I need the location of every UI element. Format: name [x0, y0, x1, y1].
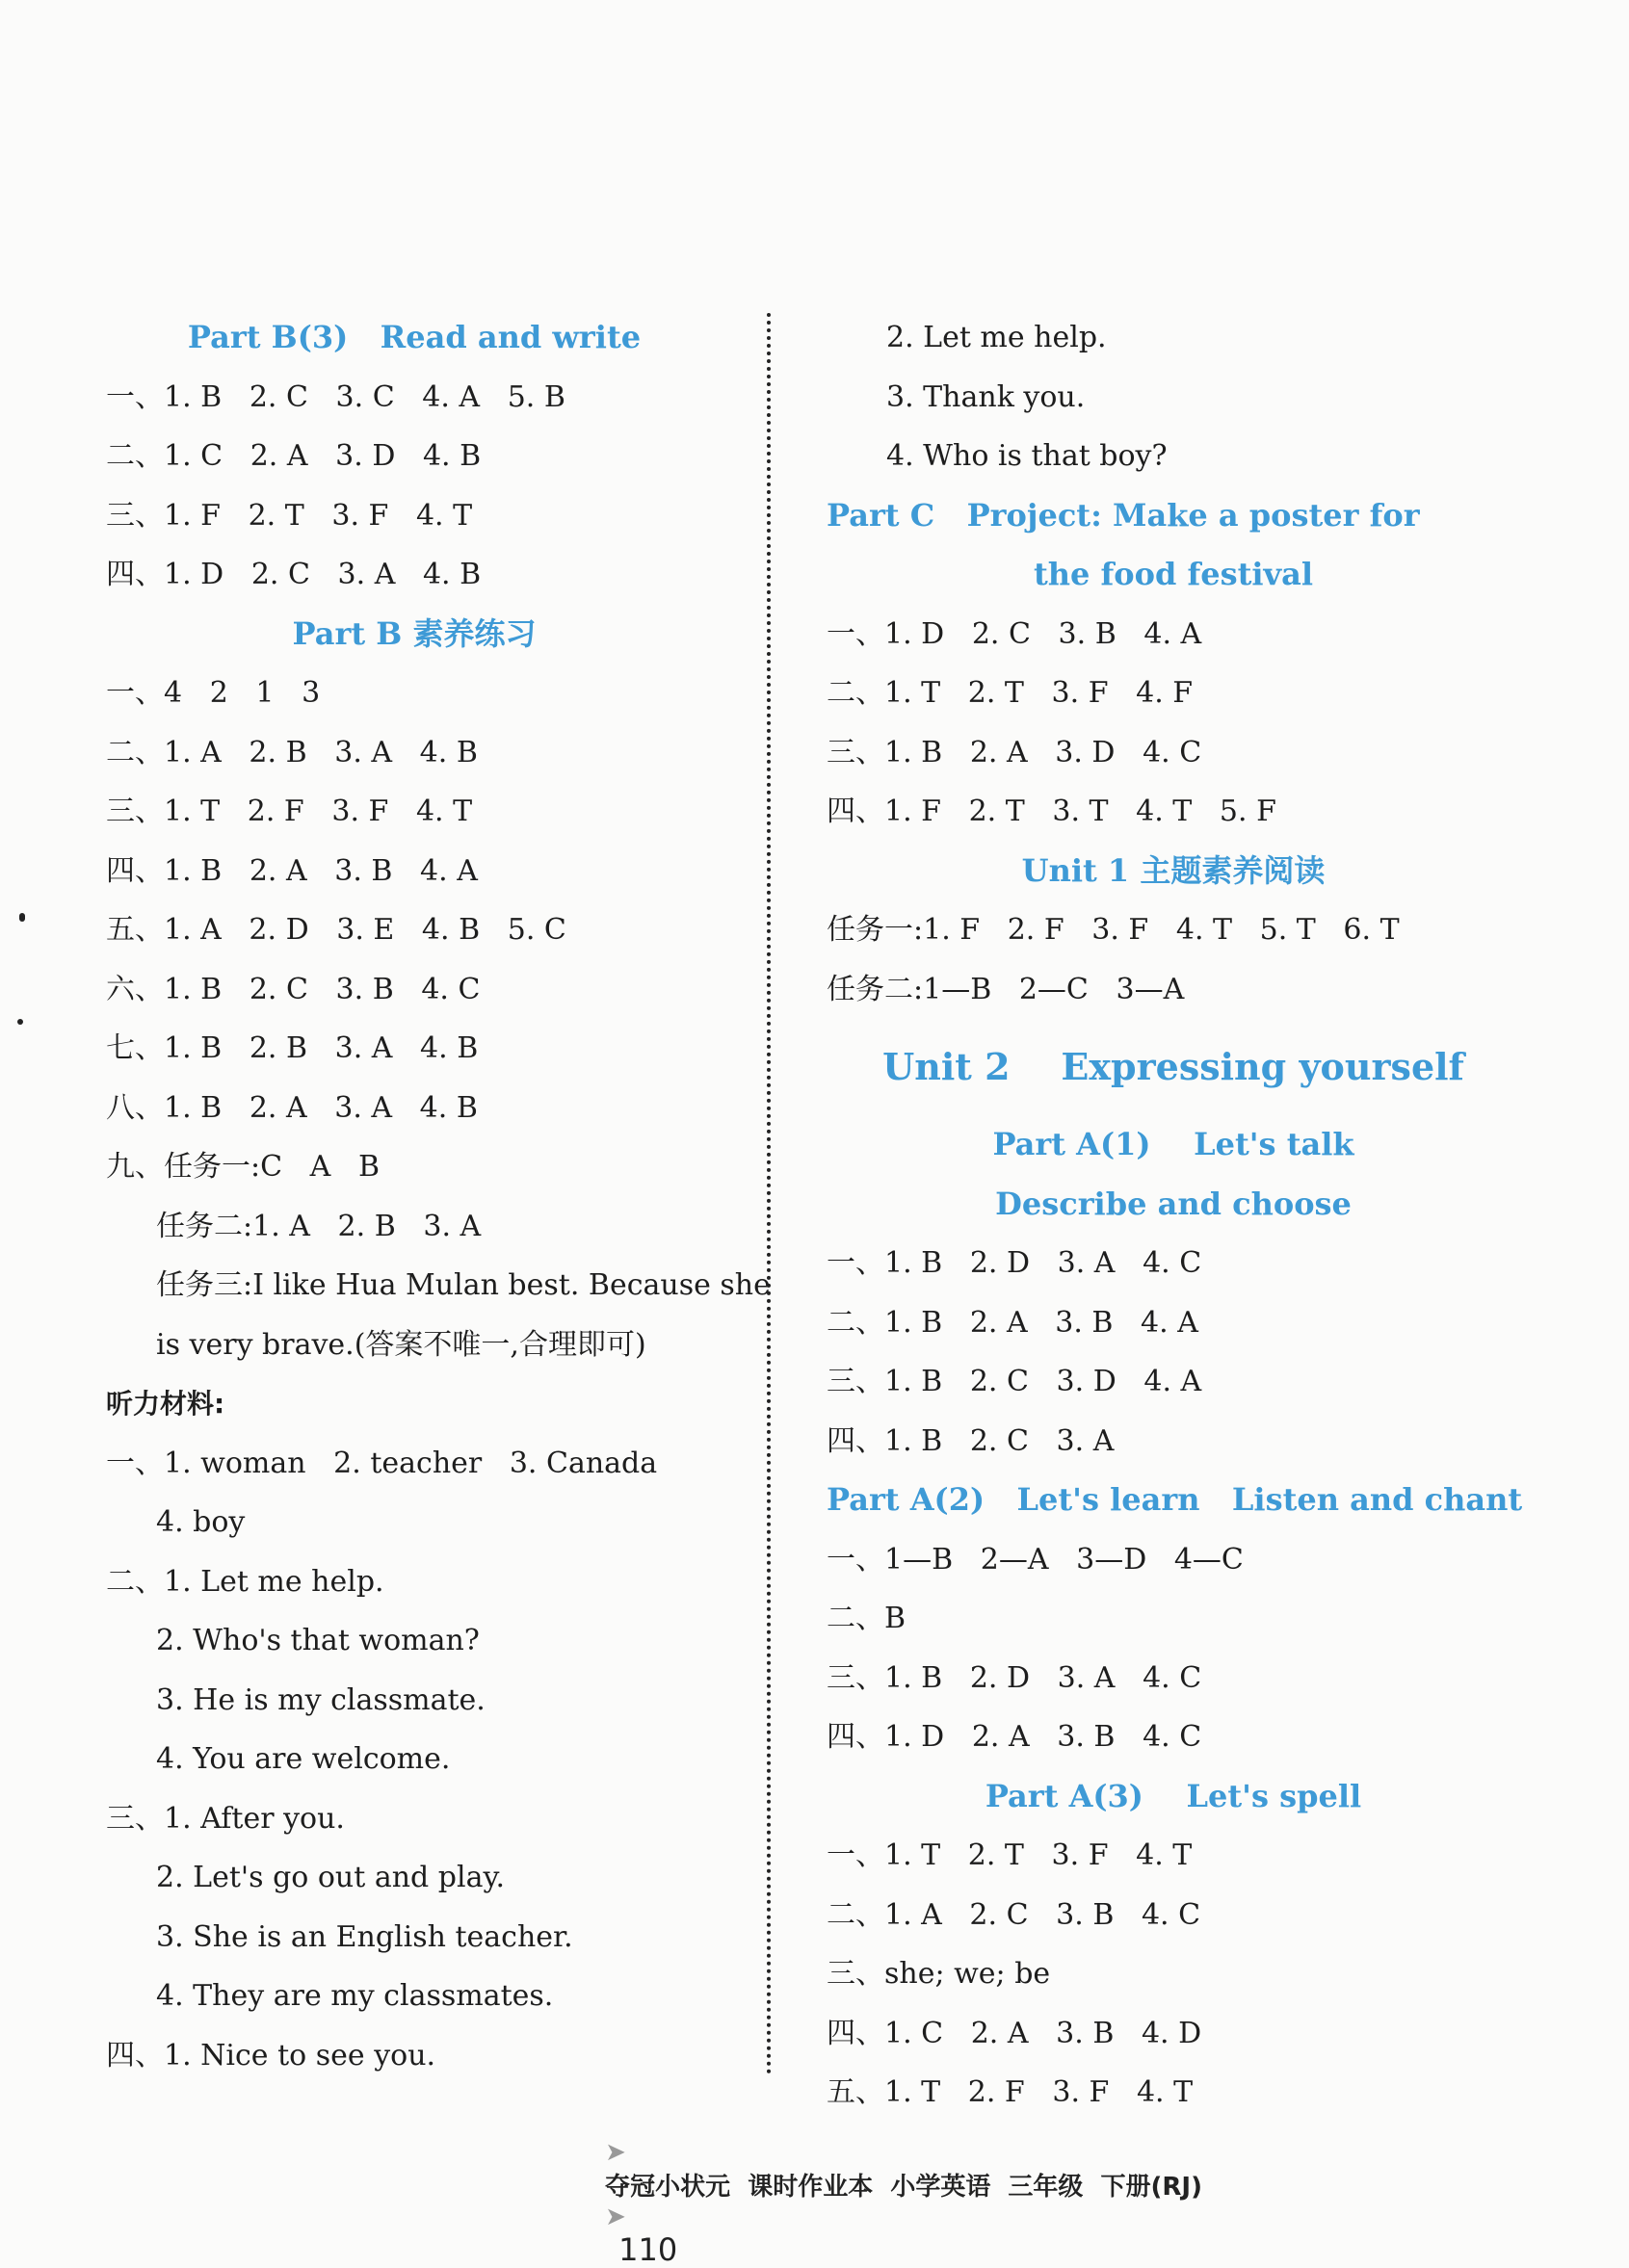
- answer-line: 4. You are welcome.: [156, 1742, 451, 1776]
- section-heading: Part C Project: Make a poster for: [827, 496, 1420, 534]
- answer-line: 一、1. D 2. C 3. B 4. A: [827, 616, 1202, 651]
- page-number: 110: [618, 2231, 678, 2268]
- answer-line: 4. They are my classmates.: [156, 1979, 554, 2013]
- left-column: [106, 308, 771, 2085]
- listening-material-label: 听力材料:: [106, 1388, 225, 1420]
- section-heading: Part A(1) Let's talk: [992, 1126, 1354, 1162]
- answer-line: 三、1. B 2. C 3. D 4. A: [827, 1365, 1202, 1398]
- answer-line: 四、1. C 2. A 3. B 4. D: [827, 2016, 1202, 2050]
- answer-line: 任务二:1—B 2—C 3—A: [827, 972, 1185, 1006]
- answer-line: 四、1. F 2. T 3. T 4. T 5. F: [827, 795, 1276, 828]
- answer-line: 四、1. D 2. C 3. A 4. B: [106, 558, 482, 591]
- answer-line: 任务三:I like Hua Mulan best. Because she: [156, 1268, 771, 1302]
- answer-line: 四、1. B 2. C 3. A: [827, 1423, 1115, 1458]
- margin-mark: [17, 1019, 23, 1025]
- answer-line: 三、1. B 2. A 3. D 4. C: [827, 735, 1202, 769]
- margin-mark: [19, 913, 25, 922]
- answer-line: 三、1. T 2. F 3. F 4. T: [106, 795, 473, 828]
- answer-line: 三、she; we; be: [827, 1957, 1051, 1991]
- unit-title: Unit 2 Expressing yourself: [882, 1045, 1464, 1088]
- arrow-right-icon: ➤: [605, 2203, 626, 2231]
- answer-line: is very brave.(答案不唯一,合理即可): [156, 1327, 646, 1362]
- answer-line: 2. Who's that woman?: [156, 1624, 480, 1657]
- answer-line: 三、1. After you.: [106, 1801, 345, 1836]
- answer-line: 一、1—B 2—A 3—D 4—C: [827, 1542, 1244, 1577]
- page-footer: [588, 2109, 1202, 2268]
- answer-line: 一、1. T 2. T 3. F 4. T: [827, 1838, 1193, 1872]
- answer-line: 3. She is an English teacher.: [156, 1919, 573, 1954]
- answer-line: 一、1. B 2. C 3. C 4. A 5. B: [106, 379, 565, 414]
- answer-line: 三、1. B 2. D 3. A 4. C: [827, 1660, 1202, 1695]
- answer-line: 二、B: [827, 1602, 906, 1635]
- section-heading: Describe and choose: [995, 1185, 1352, 1222]
- answer-line: 三、1. F 2. T 3. F 4. T: [106, 498, 473, 533]
- answer-line: 4. Who is that boy?: [886, 439, 1168, 473]
- answer-line: 七、1. B 2. B 3. A 4. B: [106, 1031, 479, 1065]
- section-heading: Part B 素养练习: [292, 614, 537, 652]
- answer-line: 2. Let's go out and play.: [156, 1861, 505, 1894]
- answer-line: 3. Thank you.: [886, 379, 1086, 414]
- answer-line: 四、1. Nice to see you.: [106, 2038, 436, 2072]
- answer-line: 四、1. B 2. A 3. B 4. A: [106, 853, 478, 888]
- section-heading: the food festival: [1033, 556, 1314, 592]
- answer-line: 3. He is my classmate.: [156, 1682, 486, 1717]
- right-column: [827, 308, 1523, 2123]
- answer-line: 五、1. T 2. F 3. F 4. T: [827, 2075, 1194, 2109]
- answer-line: 2. Let me help.: [886, 321, 1107, 354]
- column-divider: [767, 313, 771, 2075]
- answer-line: 任务二:1. A 2. B 3. A: [156, 1209, 482, 1243]
- answer-line: 八、1. B 2. A 3. A 4. B: [106, 1090, 478, 1125]
- answer-line: 九、任务一:C A B: [106, 1150, 380, 1184]
- answer-line: 五、1. A 2. D 3. E 4. B 5. C: [106, 913, 566, 947]
- section-heading: Unit 1 主题素养阅读: [1021, 851, 1326, 889]
- answer-line: 四、1. D 2. A 3. B 4. C: [827, 1720, 1202, 1754]
- answer-line: 4. boy: [156, 1505, 246, 1539]
- section-heading: Part A(2) Let's learn Listen and chant: [827, 1481, 1523, 1518]
- answer-line: 二、1. T 2. T 3. F 4. F: [827, 676, 1194, 710]
- answer-line: 二、1. Let me help.: [106, 1564, 384, 1599]
- section-heading: Part A(3) Let's spell: [985, 1777, 1362, 1814]
- answer-line: 一、1. B 2. D 3. A 4. C: [827, 1246, 1202, 1280]
- answer-line: 二、1. B 2. A 3. B 4. A: [827, 1305, 1198, 1340]
- answer-line: 二、1. A 2. C 3. B 4. C: [827, 1897, 1201, 1932]
- answer-line: 一、4 2 1 3: [106, 676, 321, 710]
- answer-line: 任务一:1. F 2. F 3. F 4. T 5. T 6. T: [827, 913, 1400, 947]
- arrow-right-icon: ➤: [605, 2138, 626, 2167]
- answer-line: 一、1. woman 2. teacher 3. Canada: [106, 1446, 658, 1480]
- answer-line: 二、1. C 2. A 3. D 4. B: [106, 439, 482, 473]
- answer-line: 六、1. B 2. C 3. B 4. C: [106, 972, 481, 1006]
- book-title: 夺冠小状元 课时作业本 小学英语 三年级 下册(RJ): [605, 2173, 1202, 2202]
- answer-line: 二、1. A 2. B 3. A 4. B: [106, 735, 478, 769]
- section-heading: Part B(3) Read and write: [187, 319, 642, 355]
